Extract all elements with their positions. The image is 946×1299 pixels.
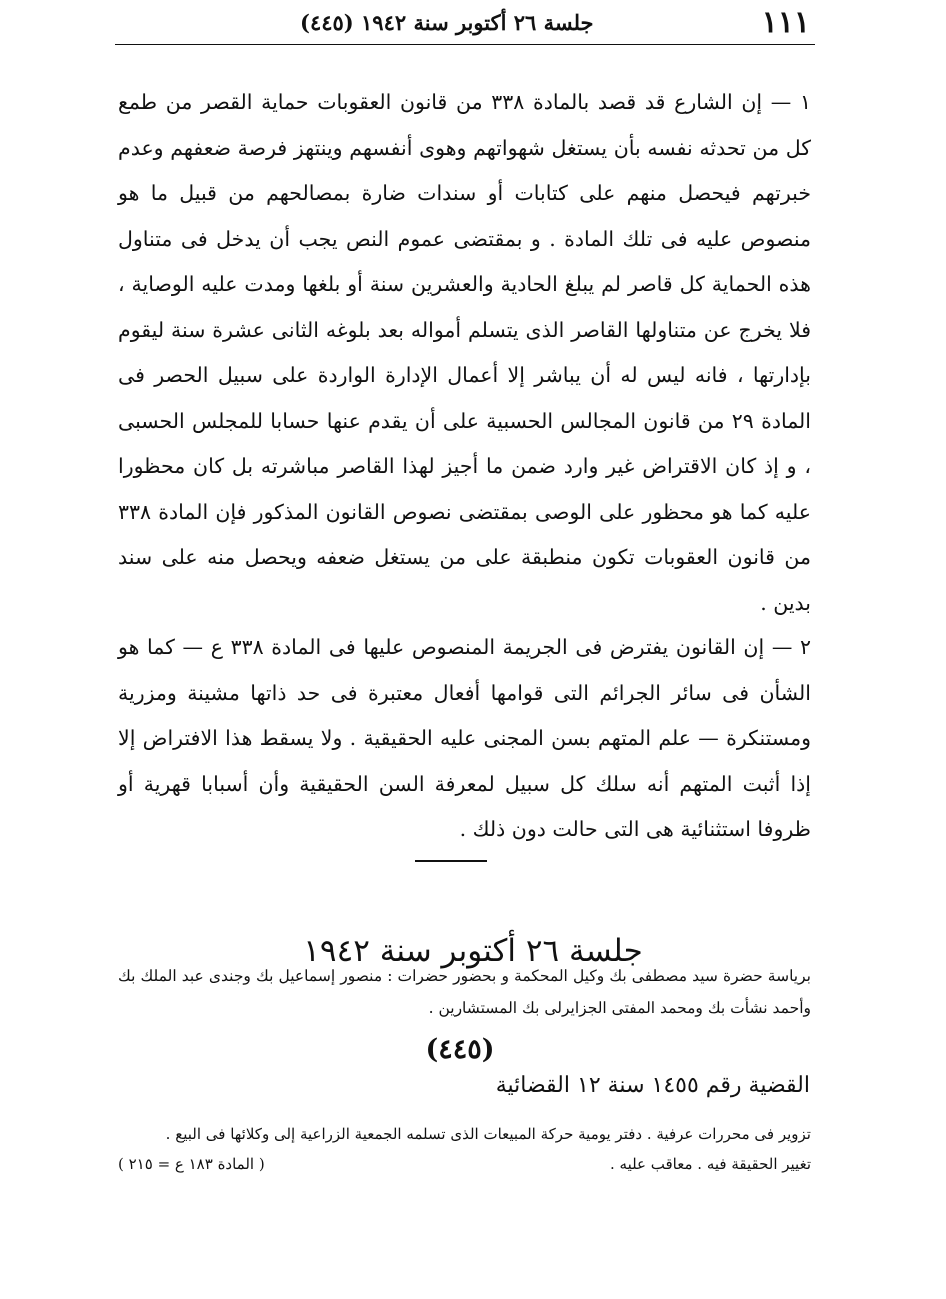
court-panel: برياسة حضرة سيد مصطفى بك وكيل المحكمة و بحضور حضرات : منصور إسماعيل بك وجندى عبد الملك بك وأحمد نشأت بك ومحمد المفتى الجزايرلى بك المستشارين . — [118, 967, 811, 1017]
session-title: جلسة ٢٦ أكتوبر سنة ١٩٤٢ — [303, 932, 643, 969]
running-title: جلسة ٢٦ أكتوبر سنة ١٩٤٢ (٤٤٥) — [300, 10, 594, 35]
page-header — [120, 6, 810, 40]
header-rule — [115, 44, 815, 45]
article-reference: ( المادة ١٨٣ ع = ٢١٥ ) — [118, 1155, 265, 1173]
case-reference: القضية رقم ١٤٥٥ سنة ١٢ القضائية — [495, 1073, 810, 1098]
page-number: ١١١ — [761, 5, 810, 40]
section-divider — [415, 860, 487, 862]
principle-paragraph-2: ٢ — إن القانون يفترض فى الجريمة المنصوص عليها فى المادة ٣٣٨ ع — كما هو الشأن فى سائر الجرائم التى قوامها أفعال معتبرة فى حد ذاتها مشينة ومزرية ومستنكرة — علم المتهم بسن المجنى عليه الحقيقية . ولا يسقط هذا الافتراض إلا إذا أثبت المتهم أنه سلك كل سبيل لمعرفة السن الحقيقية وأن أسبابا قهرية أو ظروفا استثنائية هى التى حالت دون ذلك . — [118, 635, 811, 841]
summary-line-2: تغيير الحقيقة فيه . معاقب عليه . — [609, 1155, 811, 1173]
principle-paragraph-1: ١ — إن الشارع قد قصد بالمادة ٣٣٨ من قانون العقوبات حماية القصر من طمع كل من تحدثه نفسه بأن يستغل شهواتهم وهوى أنفسهم وينتهز فرصة ضعفهم وعدم خبرتهم فيحصل منهم على كتابات أو سندات ضارة بمصالحهم من قبيل ما هو منصوص عليه فى تلك المادة . و بمقتضى عموم النص يجب أن يدخل فى متناول هذه الحماية كل قاصر لم يبلغ الحادية والعشرين سنة أو بلغها ومدت عليه الوصاية ، فلا يخرج عن متناولها القاصر الذى يتسلم أمواله بعد بلوغه الثانى عشرة سنة ليقوم بإدارتها ، فانه ليس له أن يباشر إلا أعمال الإدارة الواردة على سبيل الحصر فى المادة ٢٩ من قانون المجالس الحسبية على أن يقدم عنها حسابا للمجلس الحسبى ، و إذ كان الاقتراض غير وارد ضمن ما أجيز لهذا القاصر مباشرته بل كان محظورا عليه كما هو محظور على الوصى بمقتضى نصوص القانون المذكور فإن المادة ٣٣٨ من قانون العقوبات تكون منطبقة على من يستغل ضعفه ويحصل منه على سند بدين . — [118, 90, 811, 615]
summary-line-1: تزوير فى محررات عرفية . دفتر يومية حركة المبيعات الذى تسلمه الجمعية الزراعية إلى وكلائها فى البيع . — [165, 1125, 811, 1143]
case-number: (٤٤٥) — [425, 1034, 495, 1065]
